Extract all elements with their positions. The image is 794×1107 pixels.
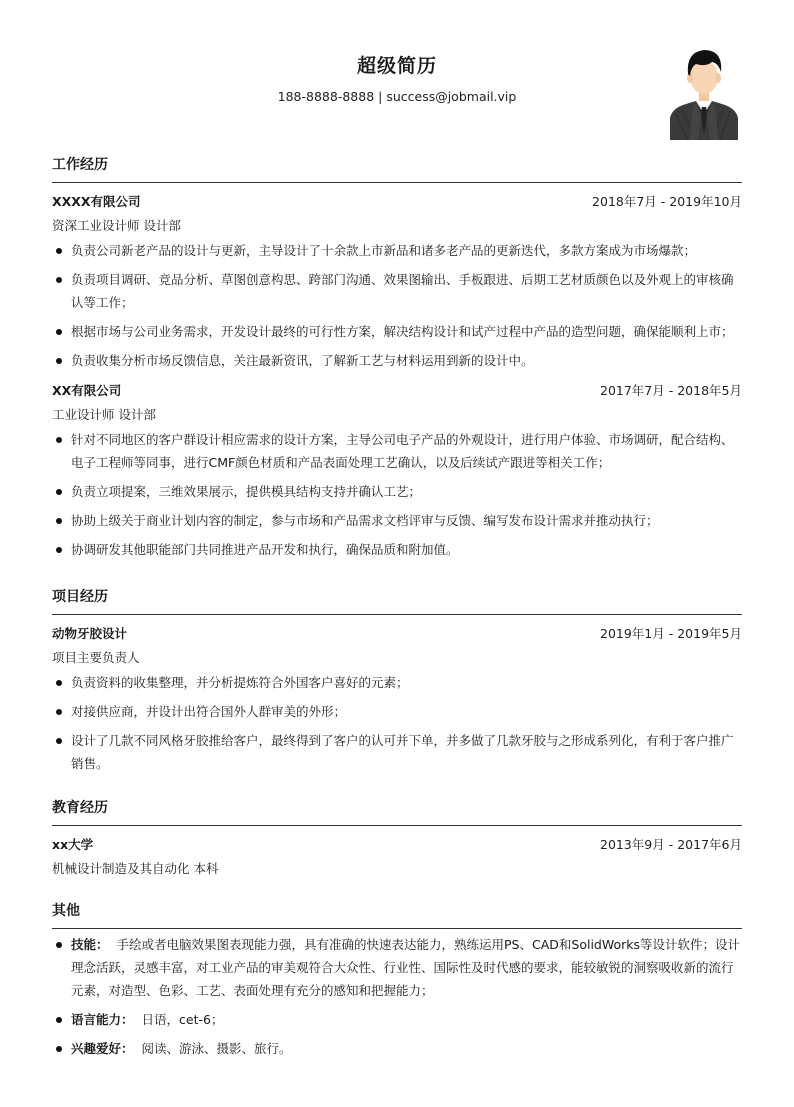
section-title: 项目经历 xyxy=(52,589,108,605)
item-text: 手绘或者电脑效果图表现能力强，具有准确的快速表达能力，熟练运用PS、CAD和SolidWorks等设计软件；设计理念活跃，灵感丰富，对工业产品的审美观符合大众性、行业性、国际性及时代感的要求，能较敏锐的洞察吸收新的流行元素，对造型、色彩、工艺、表面处理有充分的感知和把握能力； xyxy=(71,937,741,998)
school-name: xx大学 xyxy=(52,837,94,852)
bullet-item: 设计了几款不同风格牙胶推给客户，最终得到了客户的认可并下单，并多做了几款牙胶与之形成系列化，有利于客户推广销售。 xyxy=(52,729,742,775)
education-section xyxy=(52,798,742,878)
education-entry xyxy=(52,836,742,878)
section-title: 工作经历 xyxy=(52,157,108,173)
language-item xyxy=(52,1008,742,1031)
other-section xyxy=(52,901,742,1060)
bullet-item: 负责收集分析市场反馈信息，关注最新资讯，了解新工艺与材料运用到新的设计中。 xyxy=(52,349,742,372)
resume-name: 超级简历 xyxy=(356,55,437,77)
work-entry xyxy=(52,382,742,561)
section-divider xyxy=(52,825,742,826)
bullet-list xyxy=(52,671,742,775)
bullet-list xyxy=(52,239,742,372)
job-title: 资深工业设计师 设计部 xyxy=(52,218,181,233)
section-title: 教育经历 xyxy=(52,800,108,816)
project-name: 动物牙胶设计 xyxy=(52,626,128,641)
person-avatar-icon xyxy=(668,44,740,140)
bullet-item: 协调研发其他职能部门共同推进产品开发和执行，确保品质和附加值。 xyxy=(52,538,742,561)
contact-info: 188-8888-8888 | success@jobmail.vip xyxy=(277,89,517,104)
job-title: 工业设计师 设计部 xyxy=(52,407,156,422)
bullet-item: 对接供应商，并设计出符合国外人群审美的外形； xyxy=(52,700,742,723)
bullet-item: 根据市场与公司业务需求，开发设计最终的可行性方案，解决结构设计和试产过程中产品的造型问题，确保能顺利上市； xyxy=(52,320,742,343)
bullet-item: 负责项目调研、竞品分析、草图创意构思、跨部门沟通、效果图输出、手板跟进、后期工艺材质颜色以及外观上的审核确认等工作； xyxy=(52,268,742,314)
company-name: XX有限公司 xyxy=(52,383,122,398)
work-entry xyxy=(52,193,742,372)
date-range: 2019年1月 - 2019年5月 xyxy=(600,626,742,641)
hobbies-item xyxy=(52,1037,742,1060)
project-role: 项目主要负责人 xyxy=(52,650,140,665)
company-name: XXXX有限公司 xyxy=(52,194,141,209)
item-label: 语言能力： xyxy=(71,1012,134,1027)
degree-major: 机械设计制造及其自动化 本科 xyxy=(52,861,219,876)
bullet-item: 针对不同地区的客户群设计相应需求的设计方案，主导公司电子产品的外观设计，进行用户体验、市场调研，配合结构、电子工程师等同事，进行CMF颜色材质和产品表面处理工艺确认，以及后续试产跟进等相关工作； xyxy=(52,428,742,474)
date-range: 2018年7月 - 2019年10月 xyxy=(592,194,742,209)
skills-item xyxy=(52,933,742,1002)
item-text: 阅读、游泳、摄影、旅行。 xyxy=(141,1041,292,1056)
work-section xyxy=(52,155,742,561)
bullet-list xyxy=(52,933,742,1060)
section-divider xyxy=(52,614,742,615)
date-range: 2013年9月 - 2017年6月 xyxy=(600,837,742,852)
date-range: 2017年7月 - 2018年5月 xyxy=(600,383,742,398)
bullet-list xyxy=(52,428,742,561)
item-label: 技能： xyxy=(71,937,109,952)
section-title: 其他 xyxy=(52,903,80,919)
bullet-item: 协助上级关于商业计划内容的制定，参与市场和产品需求文档评审与反馈、编写发布设计需求并推动执行； xyxy=(52,509,742,532)
bullet-item: 负责公司新老产品的设计与更新，主导设计了十余款上市新品和诸多老产品的更新迭代，多款方案成为市场爆款； xyxy=(52,239,742,262)
project-entry xyxy=(52,625,742,775)
item-text: 日语，cet-6； xyxy=(141,1012,224,1027)
bullet-item: 负责立项提案，三维效果展示，提供模具结构支持并确认工艺； xyxy=(52,480,742,503)
project-section xyxy=(52,587,742,775)
section-divider xyxy=(52,928,742,929)
bullet-item: 负责资料的收集整理，并分析提炼符合外国客户喜好的元素； xyxy=(52,671,742,694)
section-divider xyxy=(52,182,742,183)
item-label: 兴趣爱好： xyxy=(71,1041,134,1056)
